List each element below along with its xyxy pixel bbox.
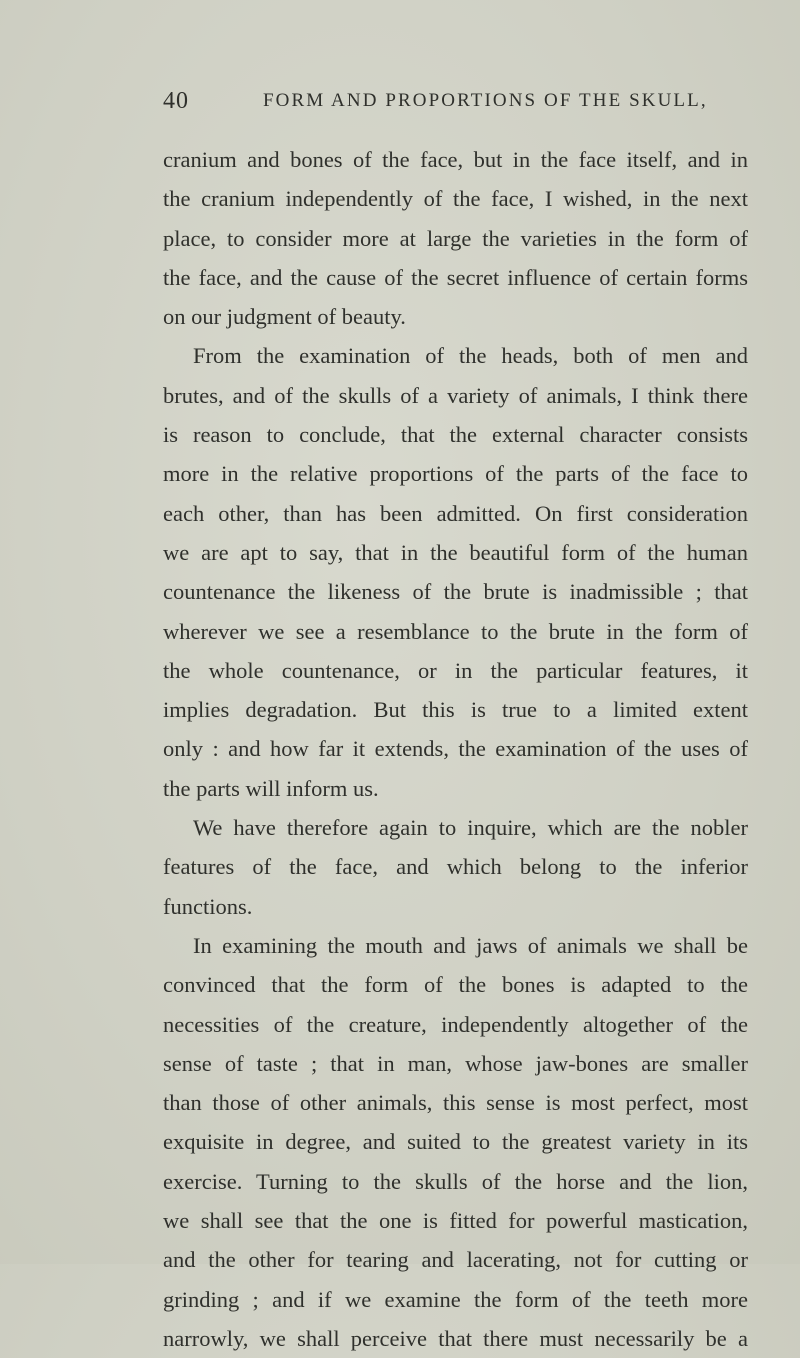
running-head-title: FORM AND PROPORTIONS OF THE SKULL, [263, 90, 708, 111]
text-line: is reason to conclude, that the external character consists [163, 422, 748, 448]
text-line: the whole countenance, or in the particular features, it [163, 657, 748, 683]
text-line: countenance the likeness of the brute is inadmissible ; that [163, 579, 748, 605]
text-line: features of the face, and which belong to the inferior [163, 854, 748, 880]
text-line: we shall see that the one is fitted for powerful mastication, [163, 1208, 748, 1234]
text-line: convinced that the form of the bones is adapted to the [163, 972, 748, 998]
text-line: each other, than has been admitted. On first consideration [163, 500, 748, 526]
page-number: 40 [163, 88, 189, 114]
text-line: exercise. Turning to the skulls of the horse and the lion, [163, 1168, 748, 1194]
text-line: wherever we see a resemblance to the brute in the form of [163, 618, 748, 644]
text-line: and the other for tearing and lacerating, not for cutting or [163, 1247, 748, 1273]
text-line: necessities of the creature, independently altogether of the [163, 1011, 748, 1037]
body-text [163, 140, 748, 1358]
text-line: place, to consider more at large the varieties in the form of [163, 225, 748, 251]
text-line: We have therefore again to inquire, which are the nobler [193, 815, 748, 841]
text-line: the face, and the cause of the secret influence of certain forms [163, 264, 748, 290]
text-line: cranium and bones of the face, but in the face itself, and in [163, 147, 748, 172]
text-line: In examining the mouth and jaws of animals we shall be [193, 932, 748, 958]
running-head [163, 88, 748, 120]
text-line: sense of taste ; that in man, whose jaw-bones are smaller [163, 1050, 748, 1076]
text-line: than those of other animals, this sense is most perfect, most [163, 1090, 748, 1116]
text-line: exquisite in degree, and suited to the greatest variety in its [163, 1129, 748, 1155]
text-line: functions. [163, 893, 253, 919]
text-line: the cranium independently of the face, I wished, in the next [163, 186, 748, 212]
text-line: brutes, and of the skulls of a variety of animals, I think there [163, 382, 748, 408]
text-line: grinding ; and if we examine the form of the teeth more [163, 1286, 748, 1312]
text-line: we are apt to say, that in the beautiful form of the human [163, 539, 748, 565]
text-line: From the examination of the heads, both of men and [193, 343, 748, 369]
text-line: narrowly, we shall perceive that there must necessarily be a [163, 1325, 748, 1351]
text-line: implies degradation. But this is true to a limited extent [163, 697, 748, 723]
text-line: only : and how far it extends, the examination of the uses of [163, 736, 748, 762]
text-line: the parts will inform us. [163, 775, 379, 801]
text-line: on our judgment of beauty. [163, 304, 406, 330]
text-line: more in the relative proportions of the parts of the face to [163, 461, 748, 487]
